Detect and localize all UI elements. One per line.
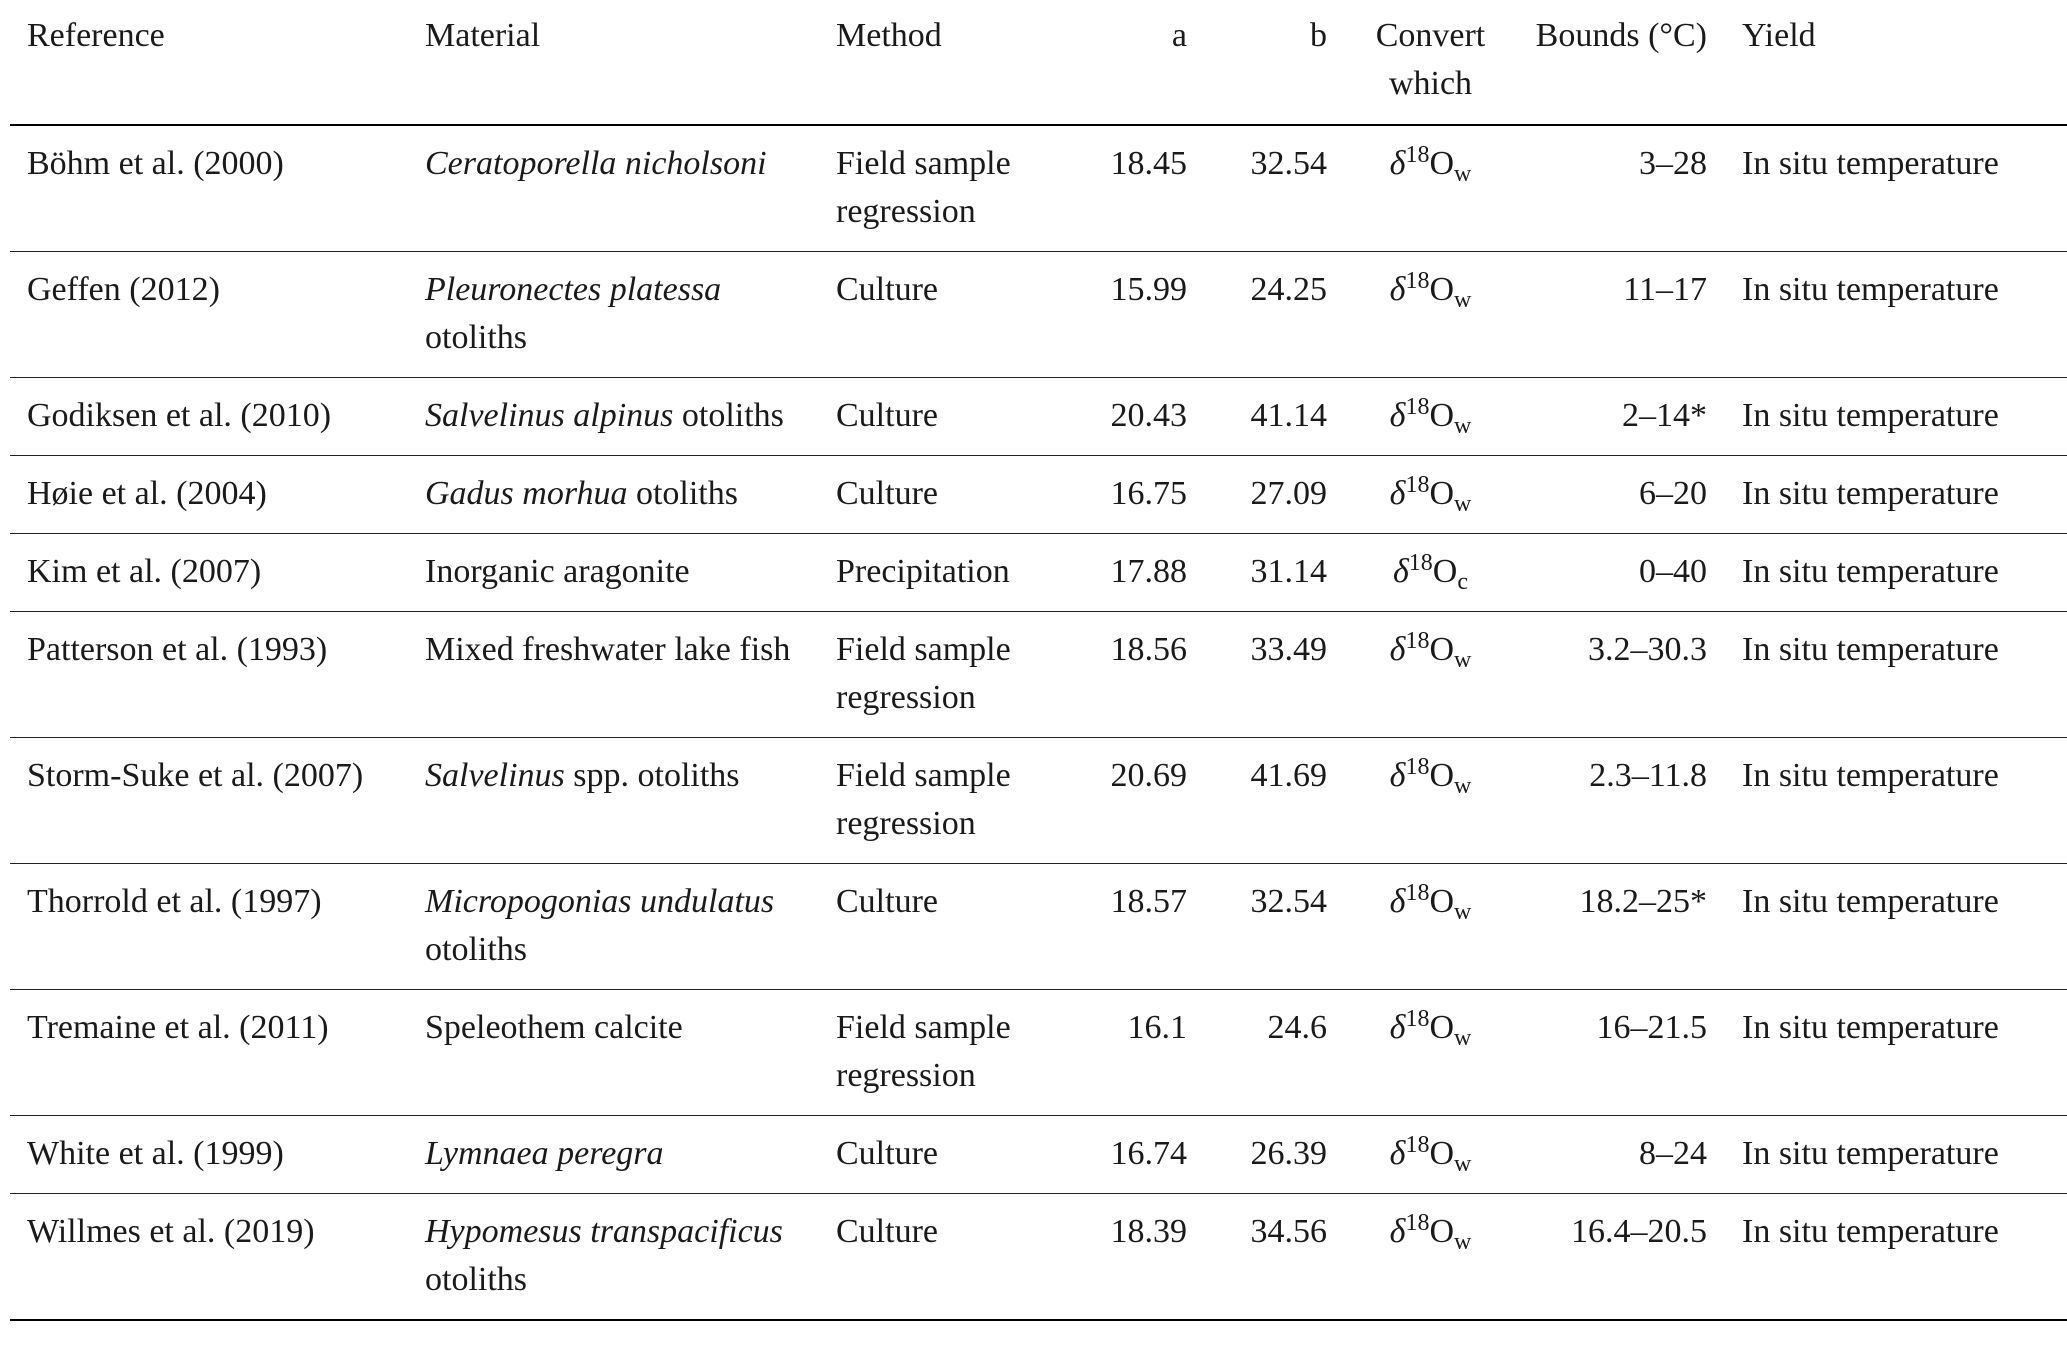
delta-symbol: δ (1389, 1135, 1406, 1172)
reference-cell: Kim et al. (2007) (10, 534, 408, 612)
header-material: Material (408, 0, 819, 125)
b-cell: 34.56 (1205, 1194, 1345, 1321)
table-row (10, 864, 2067, 990)
delta-symbol: δ (1389, 397, 1406, 434)
material-cell (408, 738, 819, 864)
material-species: Salvelinus (425, 757, 565, 794)
phase-subscript: w (1454, 1229, 1472, 1255)
material-text: otoliths (425, 1261, 528, 1298)
b-cell: 32.54 (1205, 864, 1345, 990)
delta-symbol: δ (1389, 145, 1406, 182)
oxygen-symbol: O (1429, 631, 1455, 668)
calibration-table (10, 0, 2067, 1321)
convert-cell (1345, 456, 1516, 534)
yield-cell: In situ temperature (1725, 252, 2067, 378)
header-convert-which: Convert which (1345, 0, 1516, 125)
material-cell (408, 125, 819, 252)
a-cell: 16.75 (1067, 456, 1205, 534)
material-cell (408, 612, 819, 738)
yield-cell: In situ temperature (1725, 990, 2067, 1116)
bounds-cell: 2.3–11.8 (1516, 738, 1725, 864)
yield-cell: In situ temperature (1725, 1116, 2067, 1194)
convert-cell (1345, 252, 1516, 378)
material-cell (408, 456, 819, 534)
material-text: otoliths (425, 319, 528, 356)
material-cell (408, 378, 819, 456)
material-text: Speleothem calcite (425, 1009, 683, 1046)
yield-cell: In situ temperature (1725, 1194, 2067, 1321)
b-cell: 41.14 (1205, 378, 1345, 456)
header-reference: Reference (10, 0, 408, 125)
isotope-superscript: 18 (1405, 1132, 1430, 1158)
a-cell: 20.69 (1067, 738, 1205, 864)
material-species: Lymnaea peregra (425, 1135, 664, 1172)
header-method: Method (819, 0, 1067, 125)
b-cell: 41.69 (1205, 738, 1345, 864)
isotope-superscript: 18 (1405, 1210, 1430, 1236)
bounds-cell: 11–17 (1516, 252, 1725, 378)
convert-cell (1345, 378, 1516, 456)
isotope-superscript: 18 (1408, 550, 1433, 576)
table-body (10, 125, 2067, 1320)
delta-symbol: δ (1389, 1213, 1406, 1250)
yield-cell: In situ temperature (1725, 534, 2067, 612)
material-species: Hypomesus transpacificus (425, 1213, 783, 1250)
oxygen-symbol: O (1429, 883, 1455, 920)
a-cell: 15.99 (1067, 252, 1205, 378)
isotope-superscript: 18 (1405, 268, 1430, 294)
delta-symbol: δ (1389, 271, 1406, 308)
material-cell (408, 864, 819, 990)
header-b: b (1205, 0, 1345, 125)
phase-subscript: w (1454, 413, 1472, 439)
delta-symbol: δ (1389, 1009, 1406, 1046)
reference-cell: Tremaine et al. (2011) (10, 990, 408, 1116)
method-cell: Field sample regression (819, 125, 1067, 252)
material-text: Mixed freshwater lake fish (425, 631, 791, 668)
convert-cell (1345, 125, 1516, 252)
material-species: Gadus morhua (425, 475, 628, 512)
phase-subscript: w (1454, 899, 1472, 925)
isotope-superscript: 18 (1405, 472, 1430, 498)
yield-cell: In situ temperature (1725, 456, 2067, 534)
b-cell: 32.54 (1205, 125, 1345, 252)
a-cell: 17.88 (1067, 534, 1205, 612)
isotope-superscript: 18 (1405, 754, 1430, 780)
convert-cell (1345, 1116, 1516, 1194)
b-cell: 27.09 (1205, 456, 1345, 534)
convert-cell (1345, 534, 1516, 612)
method-cell: Field sample regression (819, 612, 1067, 738)
table-row (10, 1116, 2067, 1194)
bounds-cell: 16.4–20.5 (1516, 1194, 1725, 1321)
reference-cell: Thorrold et al. (1997) (10, 864, 408, 990)
oxygen-symbol: O (1429, 1213, 1455, 1250)
convert-cell (1345, 612, 1516, 738)
method-cell: Field sample regression (819, 738, 1067, 864)
material-cell (408, 1116, 819, 1194)
method-cell: Precipitation (819, 534, 1067, 612)
material-text: otoliths (425, 931, 528, 968)
reference-cell: Willmes et al. (2019) (10, 1194, 408, 1321)
isotope-superscript: 18 (1405, 394, 1430, 420)
material-cell (408, 990, 819, 1116)
reference-cell: Patterson et al. (1993) (10, 612, 408, 738)
a-cell: 20.43 (1067, 378, 1205, 456)
table-row (10, 990, 2067, 1116)
oxygen-symbol: O (1429, 1135, 1455, 1172)
phase-subscript: w (1454, 1151, 1472, 1177)
bounds-cell: 3.2–30.3 (1516, 612, 1725, 738)
a-cell: 18.56 (1067, 612, 1205, 738)
material-cell (408, 1194, 819, 1321)
delta-symbol: δ (1389, 475, 1406, 512)
bounds-cell: 0–40 (1516, 534, 1725, 612)
convert-cell (1345, 1194, 1516, 1321)
table-row (10, 612, 2067, 738)
table-row (10, 125, 2067, 252)
a-cell: 16.74 (1067, 1116, 1205, 1194)
delta-symbol: δ (1392, 553, 1409, 590)
delta-symbol: δ (1389, 883, 1406, 920)
reference-cell: Godiksen et al. (2010) (10, 378, 408, 456)
oxygen-symbol: O (1432, 553, 1458, 590)
convert-cell (1345, 864, 1516, 990)
reference-cell: White et al. (1999) (10, 1116, 408, 1194)
table-row (10, 1194, 2067, 1321)
b-cell: 33.49 (1205, 612, 1345, 738)
material-cell (408, 252, 819, 378)
material-text: otoliths (635, 475, 738, 512)
oxygen-symbol: O (1429, 271, 1455, 308)
phase-subscript: w (1454, 647, 1472, 673)
table-row (10, 252, 2067, 378)
bounds-cell: 16–21.5 (1516, 990, 1725, 1116)
a-cell: 18.57 (1067, 864, 1205, 990)
bounds-cell: 6–20 (1516, 456, 1725, 534)
phase-subscript: c (1457, 569, 1469, 595)
material-cell (408, 534, 819, 612)
delta-symbol: δ (1389, 757, 1406, 794)
b-cell: 24.25 (1205, 252, 1345, 378)
phase-subscript: w (1454, 491, 1472, 517)
method-cell: Culture (819, 864, 1067, 990)
reference-cell: Geffen (2012) (10, 252, 408, 378)
material-species: Pleuronectes platessa (425, 271, 722, 308)
material-species: Micropogonias undulatus (425, 883, 775, 920)
header-row (10, 0, 2067, 125)
material-text: spp. otoliths (573, 757, 740, 794)
table-row (10, 738, 2067, 864)
material-species: Ceratoporella nicholsoni (425, 145, 767, 182)
material-species: Salvelinus alpinus (425, 397, 674, 434)
method-cell: Field sample regression (819, 990, 1067, 1116)
oxygen-symbol: O (1429, 145, 1455, 182)
a-cell: 16.1 (1067, 990, 1205, 1116)
b-cell: 26.39 (1205, 1116, 1345, 1194)
method-cell: Culture (819, 1194, 1067, 1321)
header-a: a (1067, 0, 1205, 125)
yield-cell: In situ temperature (1725, 378, 2067, 456)
yield-cell: In situ temperature (1725, 738, 2067, 864)
bounds-cell: 18.2–25* (1516, 864, 1725, 990)
b-cell: 24.6 (1205, 990, 1345, 1116)
table-row (10, 534, 2067, 612)
material-text: otoliths (681, 397, 784, 434)
yield-cell: In situ temperature (1725, 125, 2067, 252)
reference-cell: Høie et al. (2004) (10, 456, 408, 534)
isotope-superscript: 18 (1405, 1006, 1430, 1032)
header-yield: Yield (1725, 0, 2067, 125)
header-bounds: Bounds (°C) (1516, 0, 1725, 125)
delta-symbol: δ (1389, 631, 1406, 668)
oxygen-symbol: O (1429, 475, 1455, 512)
isotope-superscript: 18 (1405, 628, 1430, 654)
method-cell: Culture (819, 456, 1067, 534)
method-cell: Culture (819, 378, 1067, 456)
phase-subscript: w (1454, 773, 1472, 799)
method-cell: Culture (819, 252, 1067, 378)
isotope-superscript: 18 (1405, 142, 1430, 168)
oxygen-symbol: O (1429, 397, 1455, 434)
bounds-cell: 2–14* (1516, 378, 1725, 456)
method-cell: Culture (819, 1116, 1067, 1194)
convert-cell (1345, 738, 1516, 864)
bounds-cell: 8–24 (1516, 1116, 1725, 1194)
material-text: Inorganic aragonite (425, 553, 690, 590)
yield-cell: In situ temperature (1725, 612, 2067, 738)
reference-cell: Storm-Suke et al. (2007) (10, 738, 408, 864)
b-cell: 31.14 (1205, 534, 1345, 612)
table-row (10, 378, 2067, 456)
oxygen-symbol: O (1429, 757, 1455, 794)
bounds-cell: 3–28 (1516, 125, 1725, 252)
convert-cell (1345, 990, 1516, 1116)
phase-subscript: w (1454, 161, 1472, 187)
yield-cell: In situ temperature (1725, 864, 2067, 990)
a-cell: 18.39 (1067, 1194, 1205, 1321)
a-cell: 18.45 (1067, 125, 1205, 252)
table-row (10, 456, 2067, 534)
oxygen-symbol: O (1429, 1009, 1455, 1046)
phase-subscript: w (1454, 1025, 1472, 1051)
phase-subscript: w (1454, 287, 1472, 313)
isotope-superscript: 18 (1405, 880, 1430, 906)
reference-cell: Böhm et al. (2000) (10, 125, 408, 252)
